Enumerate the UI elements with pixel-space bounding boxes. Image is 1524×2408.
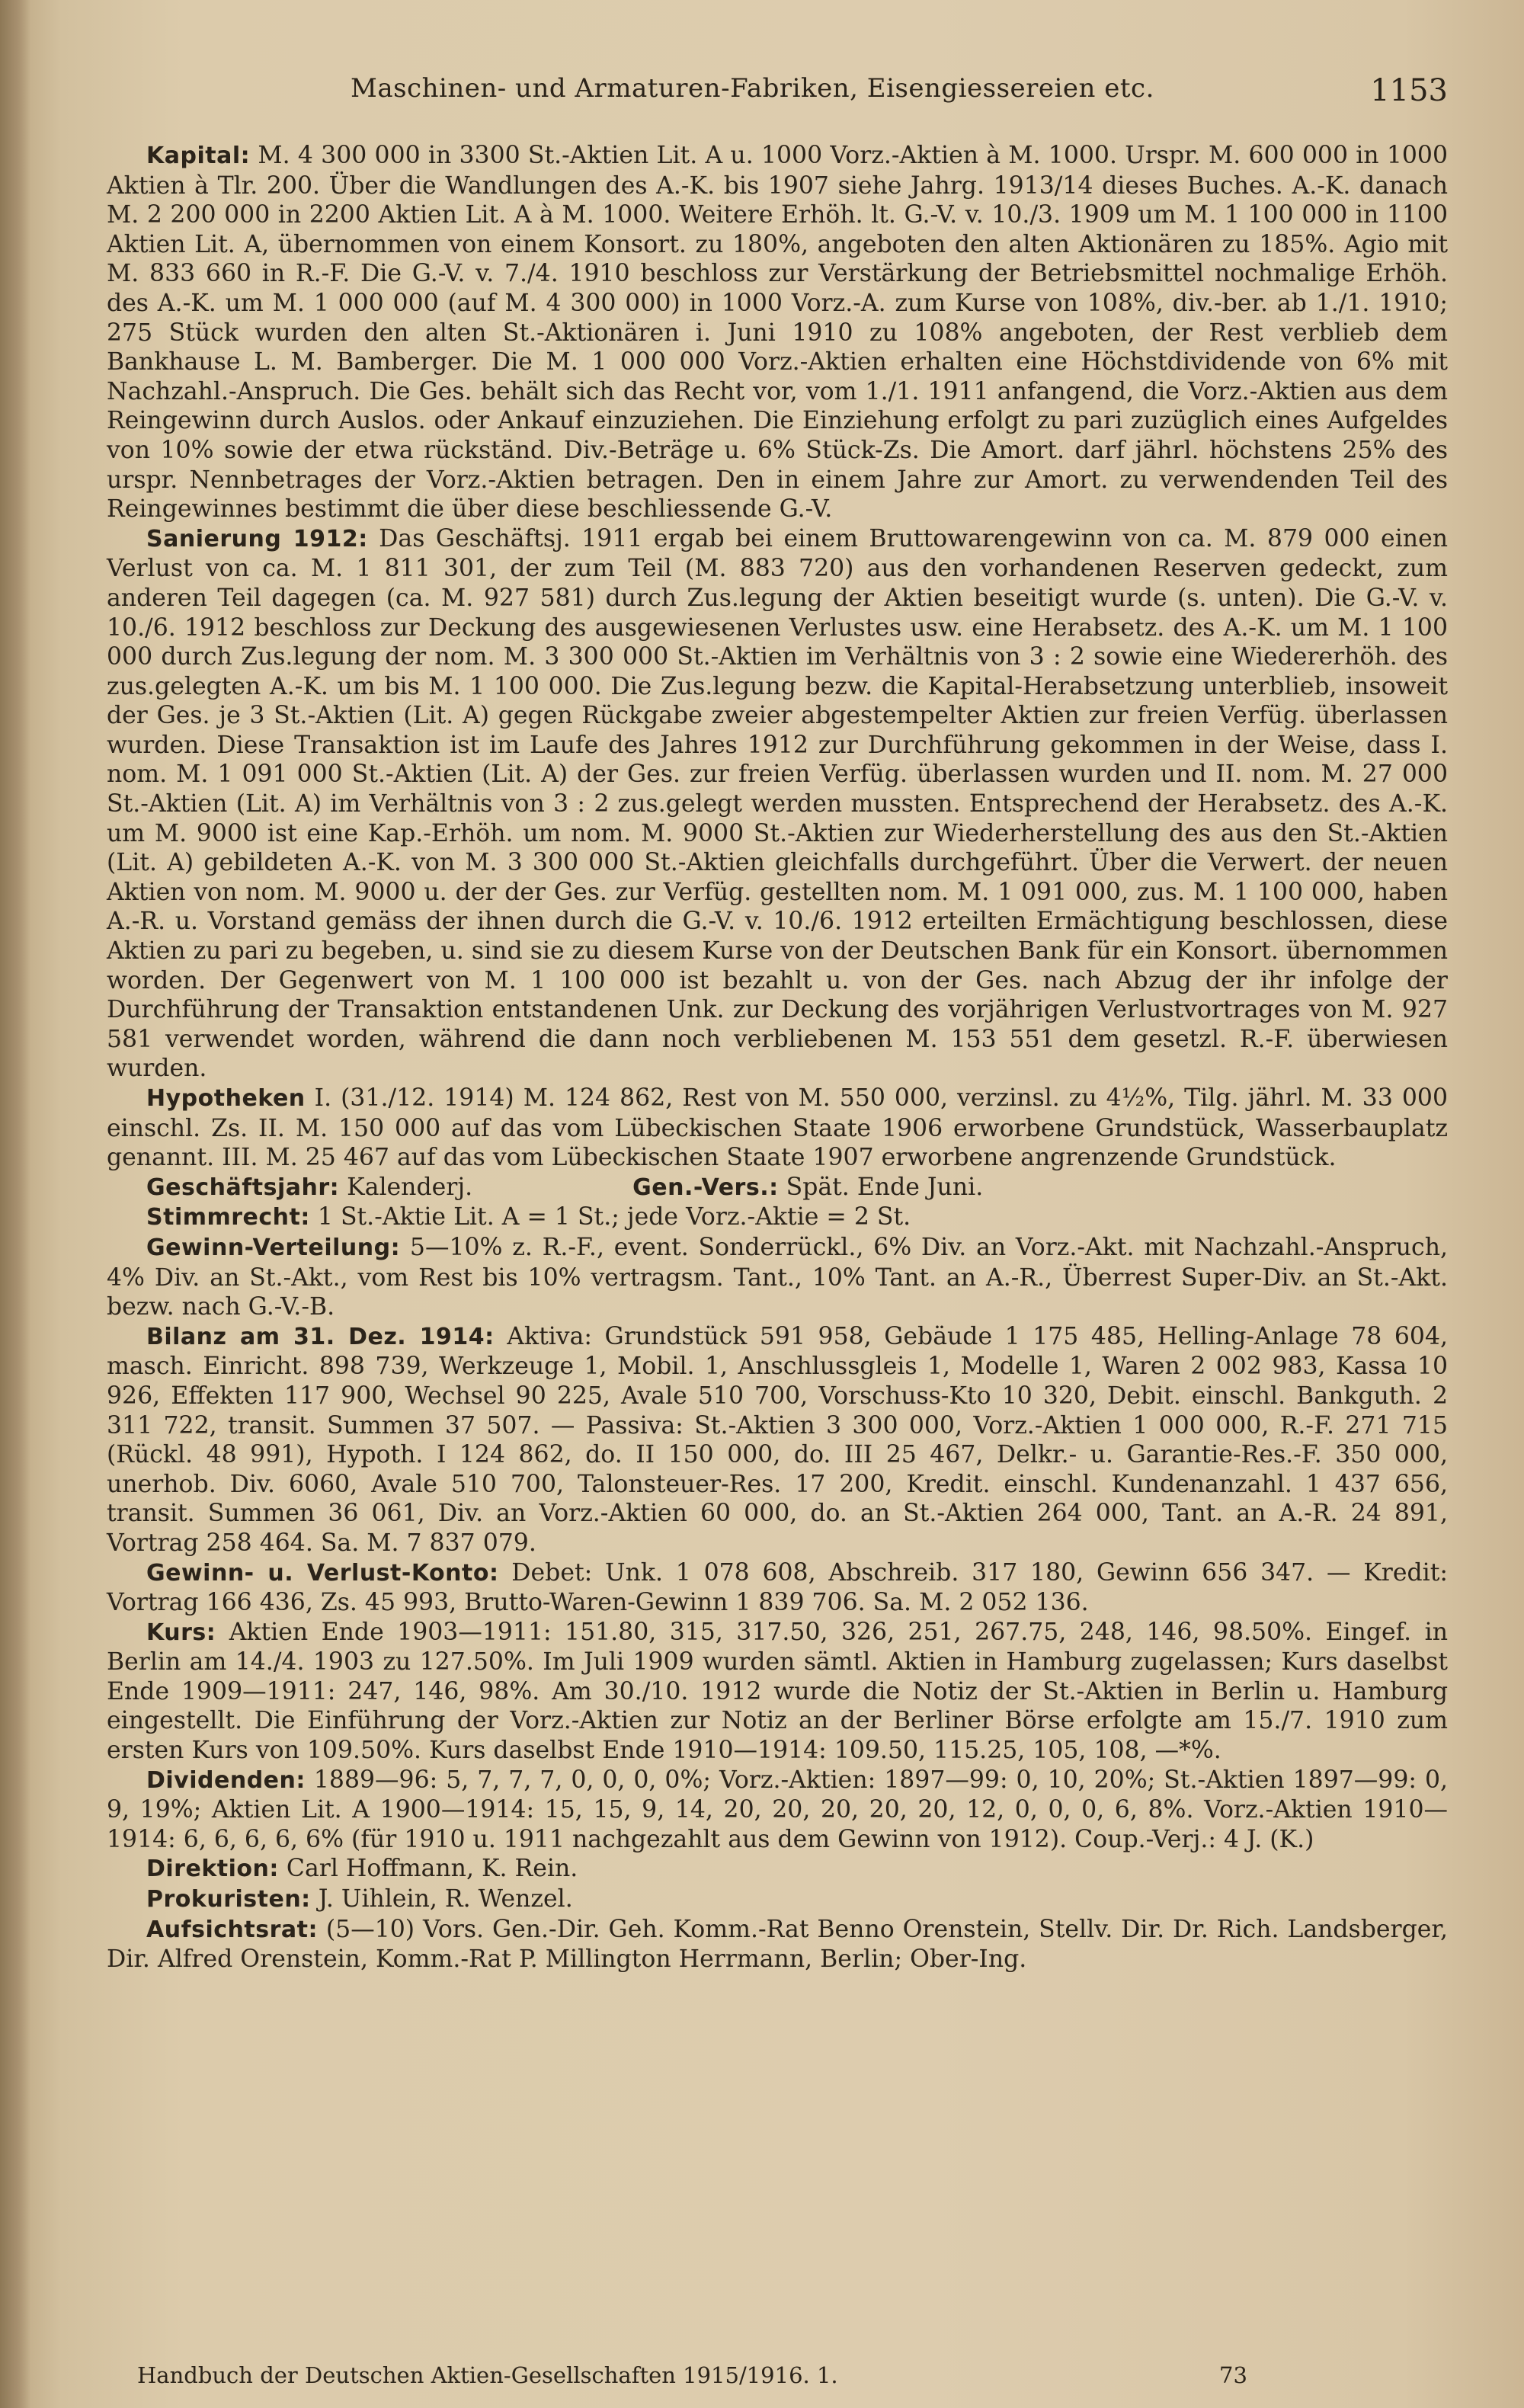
section-text: 1 St.-Aktie Lit. A = 1 St.; jede Vorz.-Aktie = 2 St. (317, 1203, 911, 1231)
section-text-gen-vers: Spät. Ende Juni. (786, 1173, 984, 1201)
section-kurs (107, 1618, 1448, 1766)
article-body (107, 141, 1448, 1974)
section-direktion (107, 1854, 1448, 1884)
section-text: 5—10% z. R.-F., event. Sonderrückl., 6% Div. an Vorz.-Akt. mit Nachzahl.-Anspruch, 4% Div. an St.-Akt., vom Rest bis 10% vertragsm. Tant., 10% Tant. an A.-R., Überrest Super-Div. an St.-Akt. bezw. nach G.-V.-B. (107, 1233, 1448, 1321)
section-text: M. 4 300 000 in 3300 St.-Aktien Lit. A u. 1000 Vorz.-Aktien à M. 1000. Urspr. M. 600 000 in 1000 Aktien à Tlr. 200. Über die Wandlungen des A.-K. bis 1907 siehe Jahrg. 1913/14 dieses Buches. A.-K. danach M. 2 200 000 in 2200 Aktien Lit. A à M. 1000. Weitere Erhöh. lt. G.-V. v. 10./3. 1909 um M. 1 100 000 in 1100 Aktien Lit. A, übernommen von einem Konsort. zu 180%, angeboten den alten Aktionären zu 185%. Agio mit M. 833 660 in R.-F. Die G.-V. v. 7./4. 1910 beschloss zur Verstärkung der Betriebsmittel nochmalige Erhöh. des A.-K. um M. 1 000 000 (auf M. 4 300 000) in 1000 Vorz.-A. zum Kurse von 108%, div.-ber. ab 1./1. 1910; 275 Stück wurden den alten St.-Aktionären i. Juni 1910 zu 108% angeboten, der Rest verblieb dem Bankhause L. M. Bamberger. Die M. 1 000 000 Vorz.-Aktien erhalten eine Höchstdividende von 6% mit Nachzahl.-Anspruch. Die Ges. behält sich das Recht vor, vom 1./1. 1911 anfangend, die Vorz.-Aktien aus dem Reingewinn durch Auslos. oder Ankauf einzuziehen. Die Einziehung erfolgt zu pari zuzüglich eines Aufgeldes von 10% sowie der etwa rückständ. Div.-Beträge u. 6% Stück-Zs. Die Amort. darf jährl. höchstens 25% des urspr. Nennbetrages der Vorz.-Aktien betragen. Den in einem Jahre zur Amort. zu verwendenden Teil des Reingewinnes bestimmt die über diese beschliessende G.-V. (107, 142, 1448, 524)
section-gewinn-verlust (107, 1558, 1448, 1618)
section-text: (5—10) Vors. Gen.-Dir. Geh. Komm.-Rat Benno Orenstein, Stellv. Dir. Dr. Rich. Landsberger, Dir. Alfred Orenstein, Komm.-Rat P. Millington Herrmann, Berlin; Ober-Ing. (107, 1915, 1448, 1974)
section-label: Kurs: (146, 1619, 216, 1646)
section-text: Das Geschäftsj. 1911 ergab bei einem Bruttowarengewinn von ca. M. 879 000 einen Verlust von ca. M. 1 811 301, der zum Teil (M. 883 720) aus den vorhandenen Reserven gedeckt, zum anderen Teil dagegen (ca. M. 927 581) durch Zus.legung der Aktien beseitigt wurde (s. unten). Die G.-V. v. 10./6. 1912 beschloss zur Deckung des ausgewiesenen Verlustes usw. eine Herabsetz. des A.-K. um M. 1 100 000 durch Zus.legung der nom. M. 3 300 000 St.-Aktien im Verhältnis von 3 : 2 sowie eine Wiedererhöh. des zus.gelegten A.-K. um bis M. 1 100 000. Die Zus.legung bezw. die Kapital-Herabsetzung unterblieb, insoweit der Ges. je 3 St.-Aktien (Lit. A) gegen Rückgabe zweier abgestempelter Aktien zur freien Verfüg. überlassen wurden. Diese Transaktion ist im Laufe des Jahres 1912 zur Durchführung gekommen in der Weise, dass I. nom. M. 1 091 000 St.-Aktien (Lit. A) der Ges. zur freien Verfüg. überlassen wurden und II. nom. M. 27 000 St.-Aktien (Lit. A) im Verhältnis von 3 : 2 zus.gelegt werden mussten. Entsprechend der Herabsetz. des A.-K. um M. 9000 ist eine Kap.-Erhöh. um nom. M. 9000 St.-Aktien zur Wiederherstellung des aus den St.-Aktien (Lit. A) gebildeten A.-K. von M. 3 300 000 St.-Aktien gleichfalls durchgeführt. Über die Verwert. der neuen Aktien von nom. M. 9000 u. der der Ges. zur Verfüg. gestellten nom. M. 1 091 000, zus. M. 1 100 000, haben A.-R. u. Vorstand gemäss der ihnen durch die G.-V. v. 10./6. 1912 erteilten Ermächtigung beschlossen, diese Aktien zu pari zu begeben, u. sind sie zu diesem Kurse von der Deutschen Bank für ein Konsort. übernommen worden. Der Gegenwert von M. 1 100 000 ist bezahlt u. von der Ges. nach Abzug der ihr infolge der Durchführung der Transaktion entstandenen Unk. zur Deckung des vorjährigen Verlustvortrages von M. 927 581 verwendet worden, während die dann noch verbliebenen M. 153 551 dem gesetzl. R.-F. überwiesen wurden. (107, 524, 1448, 1083)
section-dividenden (107, 1766, 1448, 1855)
section-prokuristen (107, 1884, 1448, 1915)
header-title: Maschinen- und Armaturen-Fabriken, Eisengiessereien etc. (351, 73, 1154, 104)
section-label: Dividenden: (146, 1766, 306, 1794)
section-text: Aktien Ende 1903—1911: 151.80, 315, 317.50, 326, 251, 267.75, 248, 146, 98.50%. Eingef. in Berlin am 14./4. 1903 zu 127.50%. Im Juli 1909 wurden sämtl. Aktien in Hamburg zugelassen; Kurs daselbst Ende 1909—1911: 247, 146, 98%. Am 30./10. 1912 wurde die Notiz der St.-Aktien in Berlin u. Hamburg eingestellt. Die Einführung der Vorz.-Aktien zur Notiz an der Berliner Börse erfolgte am 15./7. 1910 zum ersten Kurs von 109.50%. Kurs daselbst Ende 1910—1914: 109.50, 115.25, 105, 108, —*%. (107, 1618, 1449, 1765)
section-text: J. Uihlein, R. Wenzel. (318, 1885, 573, 1913)
section-label: Prokuristen: (146, 1886, 311, 1913)
section-label: Bilanz am 31. Dez. 1914: (146, 1323, 495, 1350)
section-text: Kalenderj. (347, 1173, 473, 1201)
section-label: Gewinn-Verteilung: (146, 1234, 401, 1261)
section-geschaeftsjahr (107, 1173, 1448, 1203)
section-label: Gewinn- u. Verlust-Konto: (146, 1559, 499, 1587)
binding-shadow (0, 0, 30, 2408)
section-bilanz (107, 1322, 1448, 1558)
section-text: I. (31./12. 1914) M. 124 862, Rest von M. 550 000, verzinsl. zu 4½%, Tilg. jährl. M. 33 000 einschl. Zs. II. M. 150 000 auf das vom Lübeckischen Staate 1906 erworbene Grundstück, Wasserbauplatz genannt. III. M. 25 467 auf das vom Lübeckischen Staate 1907 erworbene angrenzende Grundstück. (107, 1084, 1448, 1172)
section-label: Stimmrecht: (146, 1204, 310, 1231)
section-text: Carl Hoffmann, K. Rein. (286, 1855, 578, 1883)
section-kapital (107, 141, 1448, 524)
section-hypotheken (107, 1084, 1448, 1173)
section-stimmrecht (107, 1202, 1448, 1233)
section-text: Aktiva: Grundstück 591 958, Gebäude 1 175 485, Helling-Anlage 78 604, masch. Einricht. 898 739, Werkzeuge 1, Mobil. 1, Anschlussgleis 1, Modelle 1, Waren 2 002 983, Kassa 10 926, Effekten 117 900, Wechsel 90 225, Avale 510 700, Vorschuss-Kto 10 320, Debit. einschl. Bankguth. 2 311 722, transit. Summen 37 507. — Passiva: St.-Aktien 3 300 000, Vorz.-Aktien 1 000 000, R.-F. 271 715 (Rückl. 48 991), Hypoth. I 124 862, do. II 150 000, do. III 25 467, Delkr.- u. Garantie-Res.-F. 350 000, unerhob. Div. 6060, Avale 510 700, Talonsteuer-Res. 17 200, Kredit. einschl. Kundenanzahl. 1 437 656, transit. Summen 36 061, Div. an Vorz.-Aktien 60 000, do. an St.-Aktien 264 000, Tant. an A.-R. 24 891, Vortrag 258 464. Sa. M. 7 837 079. (107, 1322, 1449, 1557)
page-number: 1153 (1370, 73, 1448, 108)
section-text: 1889—96: 5, 7, 7, 7, 0, 0, 0, 0%; Vorz.-Aktien: 1897—99: 0, 10, 20%; St.-Aktien 1897—99: 0, 9, 19%; Aktien Lit. A 1900—1914: 15, 15, 9, 14, 20, 20, 20, 20, 20, 12, 0, 0, 0, 6, 8%. Vorz.-Aktien 1910—1914: 6, 6, 6, 6, 6% (für 1910 u. 1911 nachgezahlt aus dem Gewinn von 1912). Coup.-Verj.: 4 J. (K.) (107, 1766, 1449, 1853)
section-label: Hypotheken (146, 1085, 306, 1112)
section-aufsichtsrat (107, 1915, 1448, 1974)
section-sanierung (107, 524, 1448, 1084)
section-label: Sanierung 1912: (146, 525, 368, 552)
running-header (107, 73, 1448, 119)
section-label: Direktion: (146, 1856, 279, 1883)
footer-signature: 73 (1219, 2362, 1247, 2388)
section-label-gen-vers: Gen.-Vers.: (632, 1174, 779, 1201)
section-gewinn-verteilung (107, 1233, 1448, 1322)
section-text: Debet: Unk. 1 078 608, Abschreib. 317 180, Gewinn 656 347. — Kredit: Vortrag 166 436, Zs. 45 993, Brutto-Waren-Gewinn 1 839 706. Sa. M. 2 052 136. (107, 1558, 1449, 1617)
footer-publication: Handbuch der Deutschen Aktien-Gesellschaften 1915/1916. 1. (137, 2362, 838, 2388)
section-label: Geschäftsjahr: (146, 1174, 340, 1201)
section-label: Aufsichtsrat: (146, 1916, 318, 1943)
section-label: Kapital: (146, 142, 251, 169)
